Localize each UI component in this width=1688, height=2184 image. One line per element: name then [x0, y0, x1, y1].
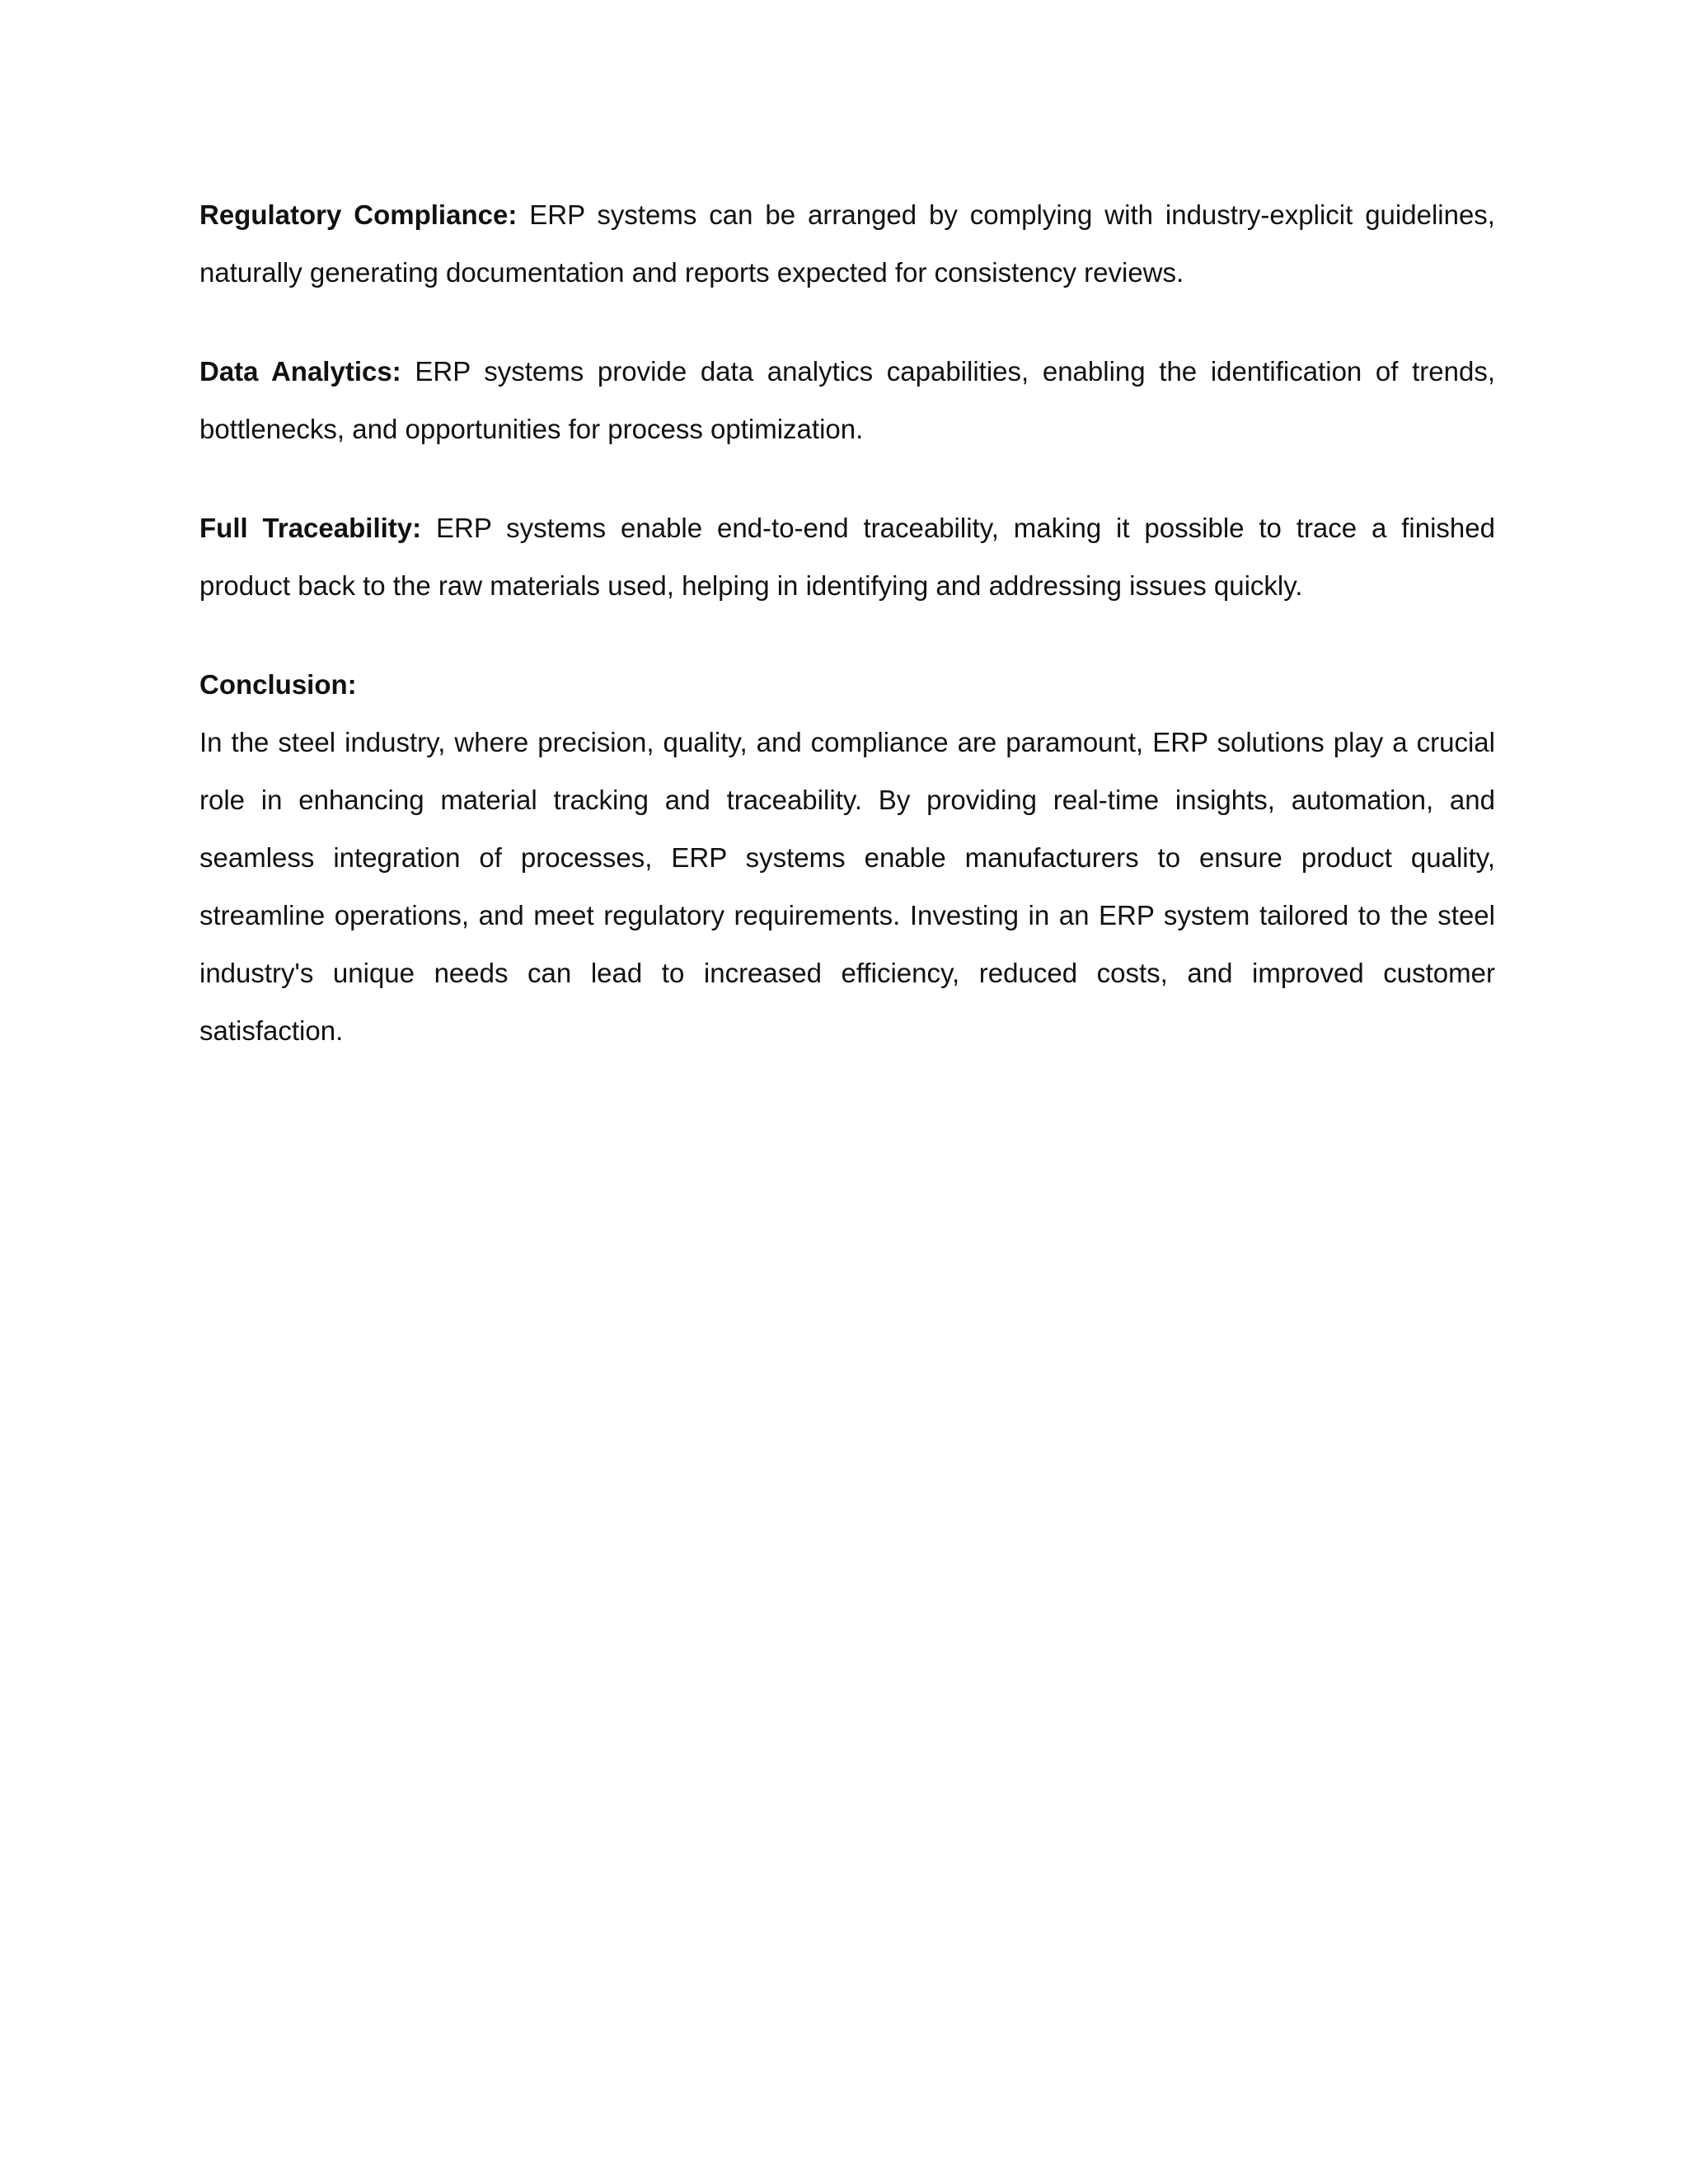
document-body: [199, 186, 1495, 1060]
section-regulatory-compliance: [199, 186, 1495, 302]
section-full-traceability: [199, 499, 1495, 615]
section-term: Regulatory Compliance:: [199, 199, 518, 230]
section-term: Full Traceability:: [199, 513, 422, 543]
conclusion-heading: Conclusion:: [199, 669, 357, 700]
conclusion-text: In the steel industry, where precision, quality, and compliance are paramount, ERP solutions play a crucial role in enhancing material tracking and traceability. By providing real-time insights, automation, and seamless integration of processes, ERP systems enable manufacturers to ensure product quality, streamline operations, and meet regulatory requirements. Investing in an ERP system tailored to the steel industry's unique needs can lead to increased efficiency, reduced costs, and improved customer satisfaction.: [199, 727, 1495, 1046]
section-term: Data Analytics:: [199, 356, 401, 387]
section-text: ERP systems enable end-to-end traceability, making it possible to trace a finished product back to the raw materials used, helping in identifying and addressing issues quickly.: [199, 513, 1495, 601]
section-text: ERP systems can be arranged by complying with industry-explicit guidelines, naturally generating documentation and reports expected for consistency reviews.: [199, 199, 1495, 288]
section-data-analytics: [199, 343, 1495, 458]
section-text: ERP systems provide data analytics capabilities, enabling the identification of trends, bottlenecks, and opportunities for process optimization.: [199, 356, 1495, 444]
